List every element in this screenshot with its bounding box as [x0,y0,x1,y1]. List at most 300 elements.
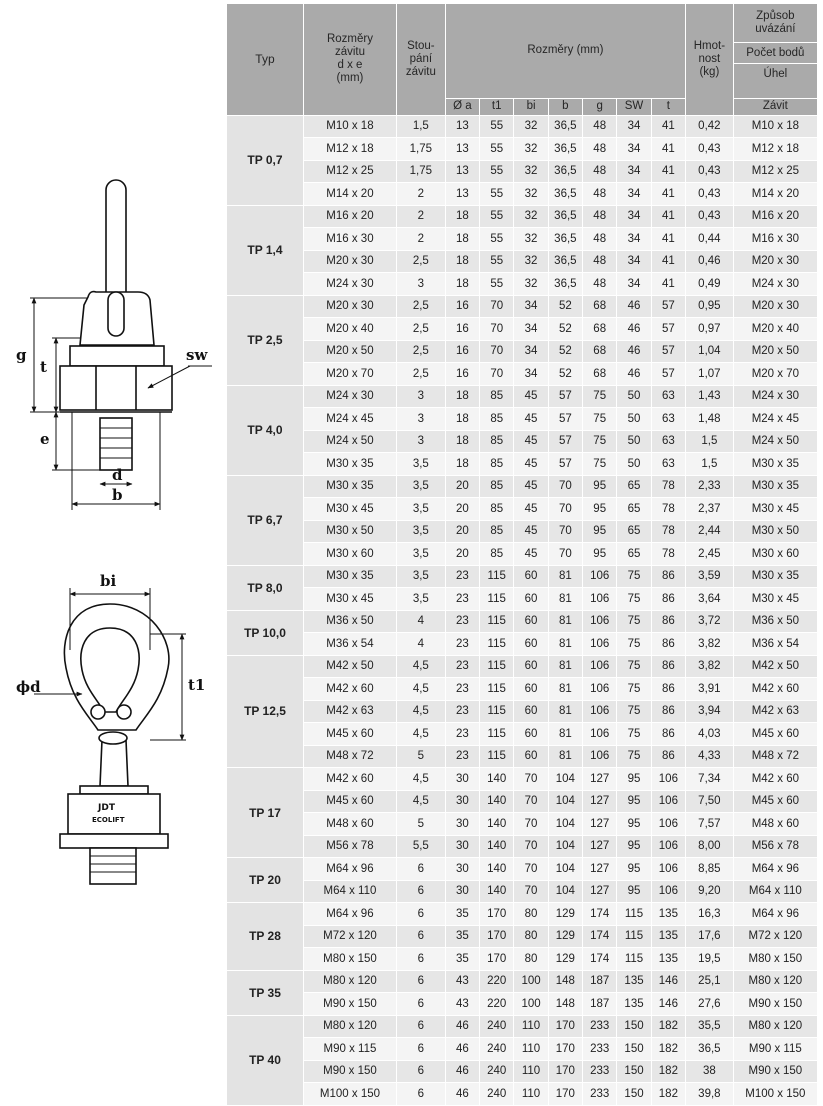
table-cell: 34 [514,295,548,318]
table-cell: 75 [617,565,651,588]
table-cell: M42 x 60 [733,678,817,701]
table-cell: 0,95 [686,295,734,318]
table-cell: 57 [548,408,582,431]
table-cell: 106 [583,678,617,701]
subcol-sw: SW [617,98,651,115]
table-cell: 127 [583,813,617,836]
table-cell: 46 [445,1060,479,1083]
table-cell: 30 [445,835,479,858]
table-cell: 106 [651,768,685,791]
table-row [227,835,818,858]
table-cell: 4,5 [396,768,445,791]
table-cell: M16 x 20 [303,205,396,228]
table-cell: 150 [617,1083,651,1106]
type-cell: TP 2,5 [227,295,303,385]
table-cell: 75 [617,700,651,723]
table-cell: 57 [651,340,685,363]
table-cell: 41 [651,228,685,251]
table-cell: 106 [651,790,685,813]
table-row [227,948,818,971]
table-cell: 18 [445,250,479,273]
table-cell: 106 [651,813,685,836]
dim-label-sw: sw [186,346,208,364]
table-cell: 23 [445,610,479,633]
table-cell: M14 x 20 [733,183,817,206]
table-cell: 1,48 [686,408,734,431]
table-cell: 34 [617,138,651,161]
table-cell: 70 [514,880,548,903]
table-cell: 150 [617,1015,651,1038]
table-cell: 32 [514,228,548,251]
table-cell: 3,5 [396,453,445,476]
table-cell: M42 x 60 [303,768,396,791]
type-cell: TP 4,0 [227,385,303,475]
table-cell: 95 [583,498,617,521]
table-cell: M20 x 40 [303,318,396,341]
table-cell: 2,5 [396,340,445,363]
table-cell: 34 [617,160,651,183]
table-cell: M12 x 25 [733,160,817,183]
table-cell: 4 [396,633,445,656]
table-cell: 81 [548,745,582,768]
table-cell: 46 [617,340,651,363]
table-cell: 3,91 [686,678,734,701]
table-cell: 41 [651,115,685,138]
dim-label-bi: bi [100,572,117,590]
table-cell: 182 [651,1015,685,1038]
table-cell: 7,50 [686,790,734,813]
table-cell: 81 [548,565,582,588]
table-cell: 3,82 [686,655,734,678]
table-cell: 35,5 [686,1015,734,1038]
table-cell: M16 x 20 [733,205,817,228]
table-cell: 17,6 [686,925,734,948]
table-cell: 48 [583,250,617,273]
table-cell: 150 [617,1060,651,1083]
table-cell: M80 x 150 [733,948,817,971]
col-typ: Typ [227,4,303,115]
table-cell: M100 x 150 [733,1083,817,1106]
table-cell: 0,46 [686,250,734,273]
table-cell: 106 [583,633,617,656]
table-cell: 6 [396,858,445,881]
table-row [227,655,818,678]
table-cell: 115 [480,610,514,633]
table-cell: 32 [514,205,548,228]
table-row [227,745,818,768]
table-cell: 170 [548,1060,582,1083]
table-cell: 50 [617,453,651,476]
table-cell: 6 [396,948,445,971]
table-cell: 106 [583,745,617,768]
table-cell: M20 x 70 [733,363,817,386]
table-cell: 16 [445,363,479,386]
table-cell: 68 [583,295,617,318]
table-cell: 23 [445,700,479,723]
table-cell: 3,72 [686,610,734,633]
table-cell: 65 [617,520,651,543]
table-cell: 6 [396,1083,445,1106]
table-cell: 6 [396,970,445,993]
table-cell: 3,5 [396,475,445,498]
table-cell: 104 [548,790,582,813]
table-cell: 45 [514,453,548,476]
table-cell: 85 [480,430,514,453]
table-cell: 30 [445,880,479,903]
table-cell: 60 [514,565,548,588]
subcol-phi-a: Ø a [445,98,479,115]
table-cell: M30 x 35 [303,475,396,498]
table-cell: 86 [651,588,685,611]
table-cell: 115 [480,723,514,746]
table-cell: 45 [514,498,548,521]
table-cell: 106 [651,880,685,903]
table-cell: M30 x 50 [733,520,817,543]
table-cell: 16,3 [686,903,734,926]
table-cell: 30 [445,790,479,813]
table-cell: 240 [480,1060,514,1083]
table-cell: 35 [445,925,479,948]
table-cell: 115 [617,948,651,971]
table-cell: 35 [445,903,479,926]
table-cell: 30 [445,768,479,791]
table-cell: 52 [548,295,582,318]
table-cell: 78 [651,475,685,498]
table-cell: 18 [445,205,479,228]
table-cell: M24 x 50 [303,430,396,453]
table-row [227,273,818,296]
table-cell: 233 [583,1015,617,1038]
table-cell: 100 [514,993,548,1016]
table-cell: 23 [445,655,479,678]
table-cell: 46 [445,1083,479,1106]
table-cell: 75 [617,633,651,656]
table-cell: 3 [396,385,445,408]
table-cell: 4 [396,610,445,633]
table-cell: M20 x 30 [733,295,817,318]
dim-label-t: t [40,358,47,376]
table-cell: M64 x 110 [303,880,396,903]
table-cell: 104 [548,880,582,903]
table-cell: 135 [617,970,651,993]
table-cell: 2,5 [396,250,445,273]
table-cell: 19,5 [686,948,734,971]
table-row [227,925,818,948]
table-cell: M42 x 50 [733,655,817,678]
table-cell: 86 [651,633,685,656]
table-cell: 41 [651,160,685,183]
table-cell: M20 x 50 [733,340,817,363]
table-cell: 127 [583,858,617,881]
table-cell: 39,8 [686,1083,734,1106]
table-cell: 57 [548,385,582,408]
table-cell: 81 [548,678,582,701]
table-cell: 135 [651,925,685,948]
table-cell: 34 [514,363,548,386]
type-cell: TP 0,7 [227,115,303,205]
table-row [227,160,818,183]
table-cell: 182 [651,1060,685,1083]
table-cell: 0,44 [686,228,734,251]
table-cell: 110 [514,1083,548,1106]
table-cell: 20 [445,520,479,543]
table-cell: 7,57 [686,813,734,836]
table-cell: 41 [651,183,685,206]
table-cell: 3,64 [686,588,734,611]
brand-label: JDT [98,803,115,813]
table-cell: 95 [617,768,651,791]
sub-brand-label: ECOLIFT [92,816,125,824]
table-row [227,768,818,791]
table-cell: 146 [651,970,685,993]
table-cell: M20 x 70 [303,363,396,386]
table-cell: 50 [617,430,651,453]
table-cell: 65 [617,475,651,498]
table-row [227,295,818,318]
table-cell: 140 [480,813,514,836]
table-row [227,183,818,206]
table-cell: 70 [548,498,582,521]
table-cell: 27,6 [686,993,734,1016]
table-cell: M80 x 120 [303,1015,396,1038]
table-cell: 60 [514,610,548,633]
table-cell: 46 [617,363,651,386]
table-cell: M24 x 50 [733,430,817,453]
table-cell: 18 [445,385,479,408]
table-cell: 2 [396,183,445,206]
dim-label-e: e [40,430,50,448]
table-cell: 75 [583,385,617,408]
table-cell: 18 [445,408,479,431]
table-cell: M20 x 50 [303,340,396,363]
table-cell: 48 [583,138,617,161]
table-cell: 70 [514,813,548,836]
table-row [227,1015,818,1038]
table-cell: 110 [514,1038,548,1061]
table-cell: 20 [445,475,479,498]
table-cell: 68 [583,363,617,386]
table-cell: 182 [651,1083,685,1106]
table-row [227,700,818,723]
table-cell: 170 [480,925,514,948]
table-cell: 43 [445,993,479,1016]
table-cell: 86 [651,700,685,723]
table-cell: 75 [583,430,617,453]
table-cell: 75 [583,453,617,476]
table-row [227,543,818,566]
type-cell: TP 10,0 [227,610,303,655]
table-cell: 3 [396,273,445,296]
table-cell: 57 [548,453,582,476]
table-cell: M42 x 63 [303,700,396,723]
table-cell: 86 [651,678,685,701]
table-cell: M24 x 30 [303,385,396,408]
subcol-t: t [651,98,685,115]
table-cell: 115 [480,633,514,656]
table-cell: 85 [480,520,514,543]
table-cell: 13 [445,183,479,206]
table-cell: 36,5 [548,205,582,228]
table-cell: 233 [583,1038,617,1061]
table-cell: 35 [445,948,479,971]
table-cell: 106 [583,565,617,588]
table-cell: 106 [583,723,617,746]
table-cell: 115 [617,903,651,926]
table-cell: M36 x 54 [733,633,817,656]
table-cell: 148 [548,993,582,1016]
table-cell: M80 x 120 [303,970,396,993]
table-cell: 115 [480,565,514,588]
table-cell: 8,85 [686,858,734,881]
table-cell: 70 [514,768,548,791]
table-row [227,385,818,408]
table-cell: 170 [480,903,514,926]
table-row [227,1083,818,1106]
table-cell: 48 [583,115,617,138]
subcol-thread: Závit [733,98,817,115]
table-cell: 95 [583,520,617,543]
table-cell: 41 [651,205,685,228]
table-cell: 100 [514,970,548,993]
table-cell: 50 [617,385,651,408]
table-cell: 60 [514,588,548,611]
table-cell: 60 [514,700,548,723]
table-cell: 115 [480,588,514,611]
table-cell: 1,75 [396,138,445,161]
table-cell: 63 [651,453,685,476]
table-cell: 75 [617,723,651,746]
table-cell: M72 x 120 [733,925,817,948]
table-cell: 45 [514,475,548,498]
table-cell: M30 x 50 [303,520,396,543]
col-weight: Hmot- nost (kg) [686,4,734,115]
dim-label-d: d [112,466,123,484]
table-cell: 16 [445,340,479,363]
table-cell: 75 [617,745,651,768]
table-cell: 57 [651,318,685,341]
table-cell: M42 x 63 [733,700,817,723]
table-row [227,498,818,521]
table-cell: 3,5 [396,588,445,611]
table-cell: 95 [583,543,617,566]
table-row [227,453,818,476]
table-cell: 60 [514,723,548,746]
table-cell: 81 [548,655,582,678]
type-cell: TP 8,0 [227,565,303,610]
table-cell: 115 [480,678,514,701]
table-cell: 3,5 [396,543,445,566]
table-cell: 127 [583,835,617,858]
table-cell: M12 x 25 [303,160,396,183]
table-cell: M20 x 30 [733,250,817,273]
table-cell: 48 [583,205,617,228]
table-cell: 86 [651,565,685,588]
table-cell: 70 [480,295,514,318]
table-cell: 30 [445,813,479,836]
table-cell: 95 [617,858,651,881]
table-cell: 3 [396,430,445,453]
table-row [227,363,818,386]
table-cell: 0,43 [686,138,734,161]
table-cell: 115 [617,925,651,948]
table-cell: 75 [617,588,651,611]
table-cell: 220 [480,970,514,993]
table-cell: 233 [583,1060,617,1083]
table-cell: 86 [651,610,685,633]
table-cell: 70 [514,790,548,813]
table-cell: 18 [445,273,479,296]
table-cell: 75 [617,678,651,701]
table-cell: 55 [480,138,514,161]
table-cell: 78 [651,498,685,521]
binding-method-label: Způsob uvázání [734,4,817,43]
table-cell: M90 x 115 [733,1038,817,1061]
table-cell: M64 x 96 [303,858,396,881]
table-cell: 52 [548,340,582,363]
table-row [227,475,818,498]
table-cell: 146 [651,993,685,1016]
table-row [227,115,818,138]
table-cell: 233 [583,1083,617,1106]
table-cell: M48 x 60 [733,813,817,836]
table-cell: 32 [514,115,548,138]
table-cell: M36 x 50 [303,610,396,633]
table-cell: 3,94 [686,700,734,723]
table-cell: 34 [617,228,651,251]
table-cell: 135 [651,948,685,971]
table-cell: M42 x 50 [303,655,396,678]
table-cell: 106 [651,858,685,881]
table-cell: 115 [480,700,514,723]
table-cell: M24 x 30 [303,273,396,296]
table-cell: 34 [617,115,651,138]
table-cell: 46 [445,1015,479,1038]
subcol-bi: bi [514,98,548,115]
table-cell: M30 x 45 [733,498,817,521]
dim-label-b: b [112,486,123,504]
type-cell: TP 35 [227,970,303,1015]
table-cell: M12 x 18 [733,138,817,161]
table-cell: 75 [617,610,651,633]
table-cell: 150 [617,1038,651,1061]
point-count-label: Počet bodů [734,43,817,64]
table-cell: 46 [617,295,651,318]
type-cell: TP 12,5 [227,655,303,768]
table-cell: M24 x 45 [733,408,817,431]
table-cell: 23 [445,565,479,588]
table-cell: 4,5 [396,700,445,723]
table-row [227,250,818,273]
table-row [227,993,818,1016]
table-cell: M42 x 60 [303,678,396,701]
table-cell: 55 [480,250,514,273]
table-cell: 0,43 [686,160,734,183]
table-cell: 1,5 [686,430,734,453]
table-cell: 75 [617,655,651,678]
table-row [227,205,818,228]
dim-label-g: g [16,346,27,364]
table-cell: 36,5 [686,1038,734,1061]
table-cell: M72 x 120 [303,925,396,948]
table-cell: M42 x 60 [733,768,817,791]
table-cell: M90 x 150 [303,993,396,1016]
table-cell: M45 x 60 [733,723,817,746]
table-cell: 30 [445,858,479,881]
table-cell: M90 x 115 [303,1038,396,1061]
table-cell: M24 x 45 [303,408,396,431]
table-cell: 2,44 [686,520,734,543]
table-cell: M10 x 18 [303,115,396,138]
